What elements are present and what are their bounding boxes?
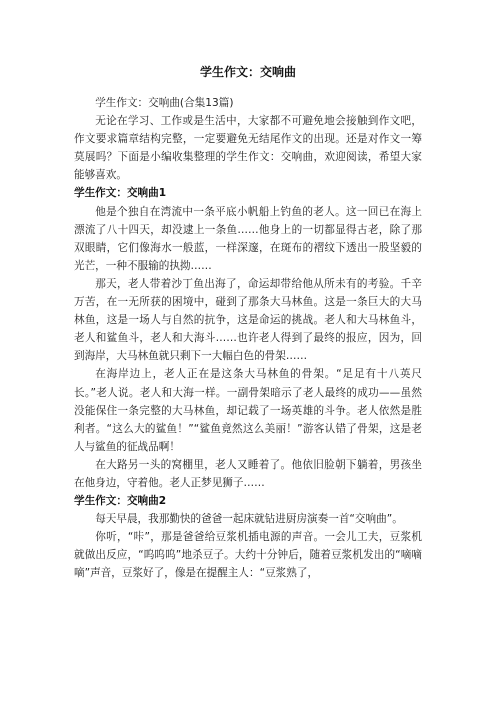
section-heading: 学生作文：交响曲2 xyxy=(74,495,167,508)
body-paragraph: 你听，“咔”，那是爸爸给豆浆机插电源的声音。一会儿工夫，豆浆机就做出反应，“呜呜呜”地杀豆子。大约十分钟后，随着豆浆机发出的“嘀嘀嘀”声音，豆浆好了，像是在提醒主人：“豆浆熟了， xyxy=(74,531,422,580)
body-paragraph: 每天早晨，我那勤快的爸爸一起床就钻进厨房演奏一首“交响曲”。 xyxy=(95,513,403,526)
document-body xyxy=(74,94,422,583)
section-heading: 学生作文：交响曲1 xyxy=(74,187,167,200)
page-title: 学生作文：交响曲 xyxy=(199,65,296,79)
body-paragraph: 他是个独自在湾流中一条平底小帆船上钓鱼的老人。这一回已在海上漂流了八十四天，却没逮上一条鱼……他身上的一切都显得古老，除了那双眼睛，它们像海水一般蓝，一样深邃，在斑布的褶纹下透出一股坚毅的光芒，一种不服输的执拗…… xyxy=(74,205,422,272)
body-paragraph: 在大路另一头的窝棚里，老人又睡着了。他依旧脸朝下躺着，男孩坐在他身边，守着他。老人正梦见狮子…… xyxy=(74,458,422,489)
body-paragraph: 那天，老人带着沙丁鱼出海了，命运却带给他从所未有的考验。千辛万苦，在一无所获的困境中，碰到了那条大马林鱼。这是一条巨大的大马林鱼，这是一场人与自然的抗争，这是命运的挑战。老人和大马林鱼斗，老人和鲨鱼斗，老人和大海斗……也许老人得到了最终的报应，因为，回到海岸，大马林鱼就只剩下一大幅白色的骨架…… xyxy=(74,277,422,363)
body-paragraph: 在海岸边上，老人正在是这条大马林鱼的骨架。“足足有十八英尺长。”老人说。老人和大海一样。一副骨架暗示了老人最终的成功——虽然没能保住一条完整的大马林鱼，却记载了一场英雄的斗争。老人依然是胜利者。“这么大的鲨鱼！”“鲨鱼竟然这么美丽！”游客认错了骨架，这是老人与鲨鱼的征战品啊！ xyxy=(74,368,422,453)
intro-paragraph: 无论在学习、工作或是生活中，大家都不可避免地会接触到作文吧，作文要求篇章结构完整，一定要避免无结尾作文的出现。还是对作文一筹莫展吗？下面是小编收集整理的学生作文：交响曲，欢迎阅读，希望大家能够喜欢。 xyxy=(74,115,422,182)
intro-subtitle: 学生作文：交响曲(合集13篇) xyxy=(95,97,234,109)
